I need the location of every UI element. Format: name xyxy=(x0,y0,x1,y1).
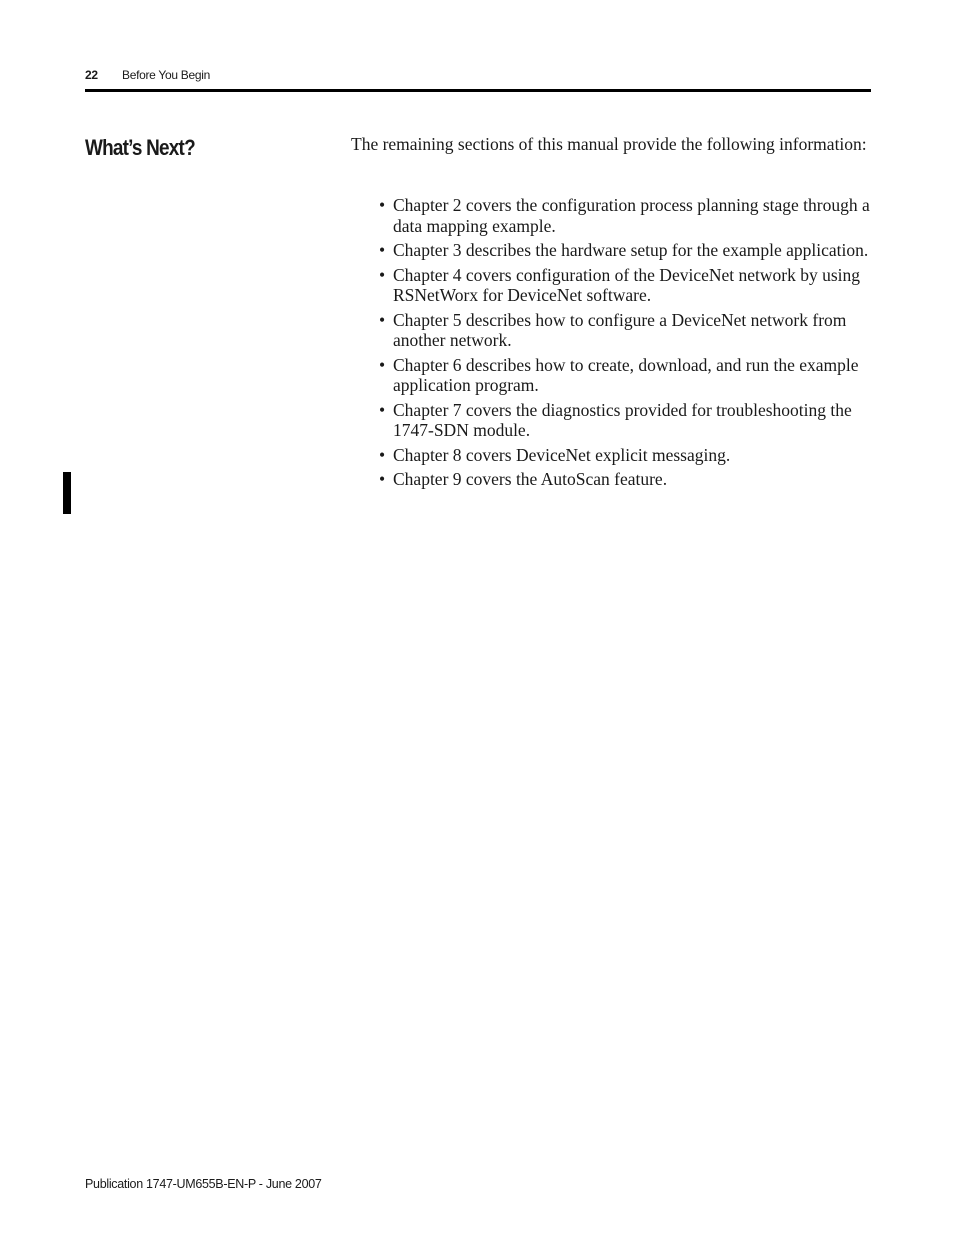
list-item xyxy=(379,240,871,261)
list-item xyxy=(379,265,871,306)
bullet-icon: • xyxy=(379,264,386,285)
intro-paragraph: The remaining sections of this manual provide the following information: xyxy=(351,134,867,154)
list-item-text: Chapter 6 describes how to create, download, and run the example application program. xyxy=(393,354,859,395)
bullet-icon: • xyxy=(379,399,386,420)
list-item-text: Chapter 8 covers DeviceNet explicit messaging. xyxy=(393,444,731,465)
page-number: 22 xyxy=(85,68,98,82)
section-title: What’s Next? xyxy=(85,135,195,160)
list-item-text: Chapter 4 covers configuration of the DeviceNet network by using RSNetWorx for DeviceNet software. xyxy=(393,264,861,305)
list-item-text: Chapter 7 covers the diagnostics provided for troubleshooting the 1747-SDN module. xyxy=(393,399,852,440)
list-item xyxy=(379,469,871,490)
list-item xyxy=(379,445,871,466)
bullet-icon: • xyxy=(379,195,386,215)
list-item-text: Chapter 5 describes how to configure a DeviceNet network from another network. xyxy=(393,309,847,350)
bullet-icon: • xyxy=(379,309,386,330)
revision-change-bar xyxy=(63,472,71,514)
page-header xyxy=(85,66,871,84)
list-item-text: Chapter 2 covers the configuration process planning stage through a data mapping example. xyxy=(393,195,870,236)
bullet-icon: • xyxy=(379,469,386,489)
chapter-name: Before You Begin xyxy=(122,68,210,82)
list-item-text: Chapter 9 covers the AutoScan feature. xyxy=(393,469,668,489)
chapter-list xyxy=(379,195,871,494)
bullet-icon: • xyxy=(379,444,386,465)
bullet-icon: • xyxy=(379,240,386,260)
list-item xyxy=(379,355,871,396)
list-item xyxy=(379,400,871,441)
header-rule xyxy=(85,89,871,92)
bullet-icon: • xyxy=(379,354,386,375)
publication-footer: Publication 1747-UM655B-EN-P - June 2007 xyxy=(85,1177,322,1191)
list-item-text: Chapter 3 describes the hardware setup for the example application. xyxy=(393,240,869,260)
list-item xyxy=(379,195,871,236)
list-item xyxy=(379,310,871,351)
